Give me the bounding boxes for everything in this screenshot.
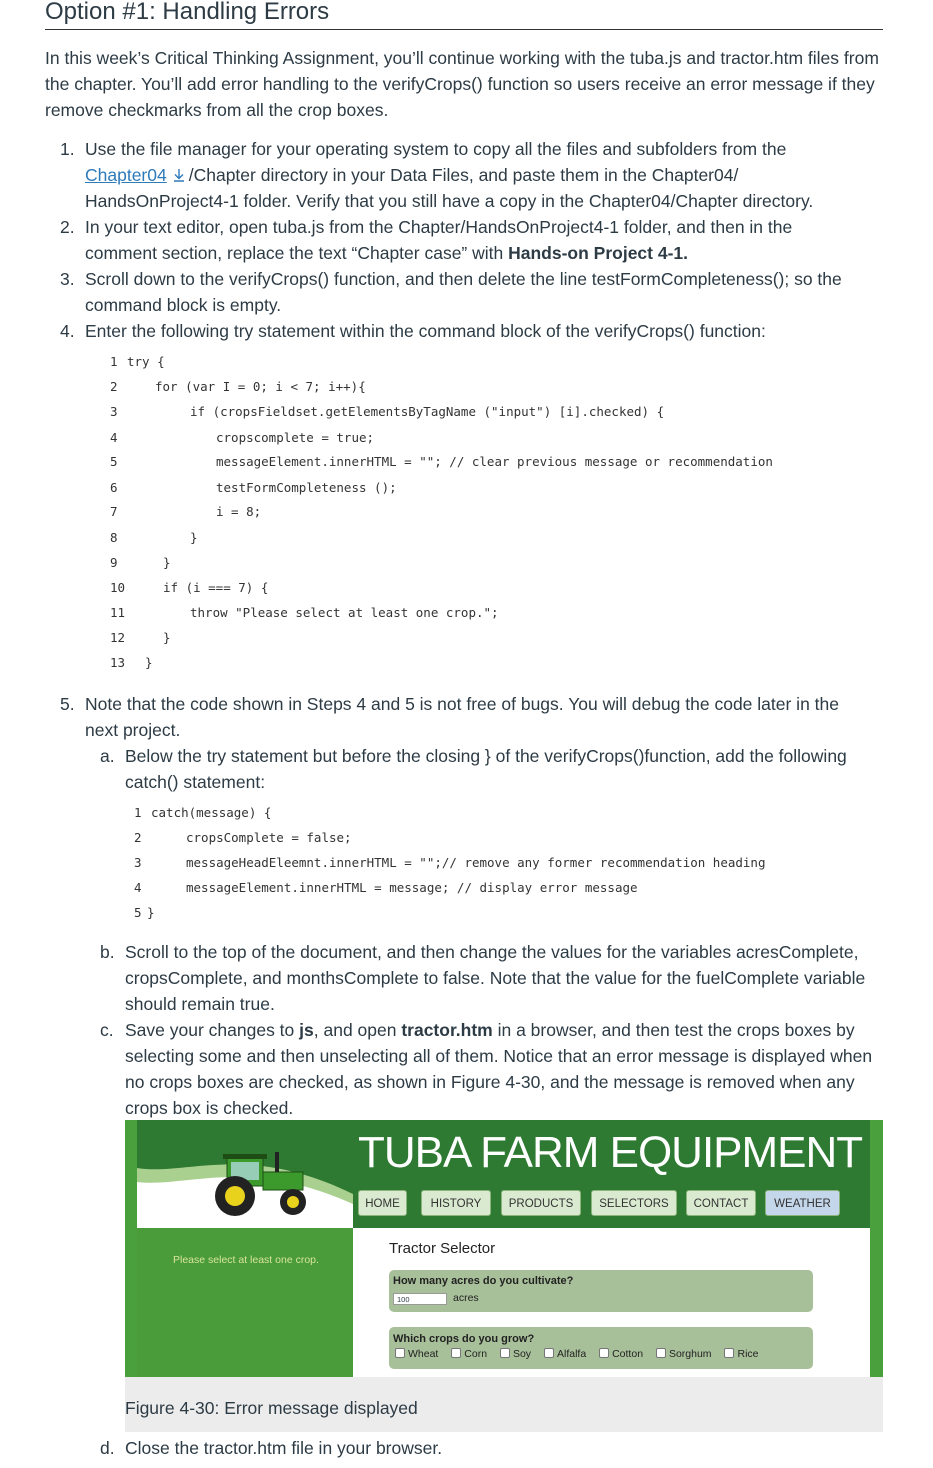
code-line: } — [163, 555, 171, 570]
intro-paragraph: In this week’s Critical Thinking Assignment, you’ll continue working with the tuba.js and tractor.htm files from the chapter. You’ll add error handling to the verifyCrops() function so users receive an error message if they remove checkmarks from all the crop boxes. — [45, 48, 879, 120]
nav-weather[interactable]: WEATHER — [765, 1190, 840, 1216]
page-heading: Option #1: Handling Errors — [45, 0, 330, 25]
step-number: 2. — [60, 217, 75, 237]
step-number: 4. — [60, 321, 75, 341]
code-line-number: 1 — [110, 354, 118, 369]
crop-option-soy[interactable] — [500, 1348, 531, 1360]
code-line: catch(message) { — [151, 805, 272, 820]
step-5-line-1: Note that the code shown in Steps 4 and 5 is not free of bugs. You will debug the code later in the — [85, 694, 839, 714]
code-line-number: 5 — [134, 905, 142, 920]
code-line: i = 8; — [216, 504, 262, 519]
substep-c-text: in a browser, and then test the crops boxes by — [492, 1020, 855, 1040]
crop-option-sorghum[interactable] — [656, 1348, 712, 1360]
substep-c-line-1 — [125, 1017, 910, 1043]
crop-label: Sorghum — [668, 1348, 712, 1360]
figure-caption: Figure 4-30: Error message displayed — [125, 1398, 418, 1418]
substep-c-text: , and open — [313, 1020, 402, 1040]
code-line: } — [163, 630, 171, 645]
crop-label: Corn — [464, 1348, 488, 1360]
checkbox[interactable] — [395, 1348, 405, 1358]
step-1-line-2 — [85, 162, 905, 188]
code-line: if (i === 7) { — [163, 580, 269, 595]
code-line: for (var I = 0; i < 7; i++){ — [155, 379, 366, 394]
code-line-number: 6 — [110, 480, 118, 495]
substep-letter: c. — [100, 1020, 114, 1040]
step-1-line-1: Use the file manager for your operating system to copy all the files and subfolders from the — [85, 139, 787, 159]
crop-option-cotton[interactable] — [599, 1348, 643, 1360]
code-line-number: 3 — [110, 404, 118, 419]
crop-option-rice[interactable] — [724, 1348, 758, 1360]
substep-b-line-1: Scroll to the top of the document, and then change the values for the variables acresComplete, — [125, 942, 859, 962]
code-line-number: 4 — [110, 430, 118, 445]
code-line: } — [190, 530, 198, 545]
code-line-number: 12 — [110, 630, 126, 645]
code-line-number: 2 — [110, 379, 118, 394]
code-line: cropscomplete = true; — [216, 430, 375, 445]
bold-tractor-htm: tractor.htm — [401, 1020, 493, 1040]
code-line: cropsComplete = false; — [186, 830, 352, 845]
crop-option-corn[interactable] — [451, 1348, 487, 1360]
step-2-line-2-text: comment section, replace the text “Chapter case” with — [85, 243, 509, 263]
substep-letter: d. — [100, 1438, 115, 1458]
step-1-line-2-text: /Chapter directory in your Data Files, and paste them in the Chapter04/ — [188, 165, 739, 185]
figure-border-right — [870, 1120, 883, 1377]
code-line-number: 2 — [134, 830, 142, 845]
substep-c-text: Save your changes to — [125, 1020, 300, 1040]
checkbox[interactable] — [724, 1348, 734, 1358]
substep-c-line-3: no crops boxes are checked, as shown in Figure 4-30, and the message is removed when any — [125, 1072, 855, 1092]
substep-b-line-3: should remain true. — [125, 994, 275, 1014]
chapter04-link[interactable]: Chapter04 — [85, 165, 167, 185]
crop-label: Alfalfa — [556, 1348, 587, 1360]
step-2-bold-text: Hands-on Project 4-1. — [508, 243, 689, 263]
figure-4-30 — [125, 1120, 883, 1432]
code-line-number: 7 — [110, 504, 118, 519]
crop-option-alfalfa[interactable] — [544, 1348, 586, 1360]
substep-letter: a. — [100, 746, 115, 766]
step-2-line-1: In your text editor, open tuba.js from the Chapter/HandsOnProject4-1 folder, and then in the — [85, 217, 793, 237]
step-number: 3. — [60, 269, 75, 289]
tractor-icon — [205, 1134, 313, 1218]
code-line-number: 11 — [110, 605, 126, 620]
nav-selectors[interactable]: SELECTORS — [591, 1190, 677, 1216]
sidebar — [137, 1228, 353, 1377]
checkbox[interactable] — [500, 1348, 510, 1358]
site-title: TUBA FARM EQUIPMENT — [358, 1128, 863, 1177]
error-message: Please select at least one crop. — [173, 1254, 319, 1266]
crops-checkbox-row — [395, 1348, 759, 1360]
code-line-number: 9 — [110, 555, 118, 570]
code-line-number: 10 — [110, 580, 126, 595]
code-line: if (cropsFieldset.getElementsByTagName ("input") [i].checked) { — [190, 404, 665, 419]
substep-letter: b. — [100, 942, 115, 962]
crop-label: Wheat — [408, 1348, 439, 1360]
heading-divider — [45, 29, 883, 30]
code-line-number: 1 — [134, 805, 142, 820]
step-4-line-1: Enter the following try statement within the command block of the verifyCrops() function: — [85, 321, 766, 341]
code-line: messageElement.innerHTML = ""; // clear previous message or recommendation — [216, 454, 773, 469]
checkbox[interactable] — [451, 1348, 461, 1358]
crops-question: Which crops do you grow? — [393, 1333, 535, 1345]
substep-c-line-4: crops box is checked. — [125, 1098, 294, 1118]
crop-label: Soy — [512, 1348, 532, 1360]
figure-border-left — [125, 1120, 137, 1377]
acres-unit: acres — [453, 1292, 479, 1304]
acres-input[interactable]: 100 — [393, 1293, 447, 1305]
acres-question: How many acres do you cultivate? — [393, 1275, 574, 1287]
code-line-number: 13 — [110, 655, 126, 670]
substep-c-line-2: selecting some and then unselecting all of them. Notice that an error message is displayed when — [125, 1046, 873, 1066]
step-1-line-3: HandsOnProject4-1 folder. Verify that you still have a copy in the Chapter04/Chapter directory. — [85, 191, 814, 211]
crop-label: Rice — [737, 1348, 759, 1360]
download-icon[interactable] — [171, 164, 187, 180]
checkbox[interactable] — [544, 1348, 554, 1358]
nav-home[interactable]: HOME — [358, 1190, 407, 1216]
code-line: messageHeadEleemnt.innerHTML = "";// remove any former recommendation heading — [186, 855, 766, 870]
step-3-line-2: command block is empty. — [85, 295, 282, 315]
selector-title: Tractor Selector — [389, 1240, 496, 1257]
checkbox[interactable] — [656, 1348, 666, 1358]
code-line: throw "Please select at least one crop."; — [190, 605, 499, 620]
code-line: } — [145, 655, 153, 670]
step-number: 5. — [60, 694, 75, 714]
substep-a-line-1: Below the try statement but before the closing } of the verifyCrops()function, add the following — [125, 746, 847, 766]
code-line: messageElement.innerHTML = message; // display error message — [186, 880, 638, 895]
nav-products[interactable]: PRODUCTS — [501, 1190, 581, 1216]
code-line: testFormCompleteness (); — [216, 480, 397, 495]
code-line-number: 5 — [110, 454, 118, 469]
code-line: try { — [127, 354, 165, 369]
crop-option-wheat[interactable] — [395, 1348, 438, 1360]
bold-js: js — [299, 1020, 314, 1040]
nav-history[interactable]: HISTORY — [421, 1190, 491, 1216]
step-3-line-1: Scroll down to the verifyCrops() function, and then delete the line testFormCompleteness(); so the — [85, 269, 842, 289]
substep-a-line-2: catch() statement: — [125, 772, 266, 792]
substep-d-line-1: Close the tractor.htm file in your browser. — [125, 1438, 443, 1458]
substep-b-line-2: cropsComplete, and monthsComplete to false. Note that the value for the fuelComplete variable — [125, 968, 866, 988]
step-5-line-2: next project. — [85, 720, 181, 740]
step-2-line-2 — [85, 240, 905, 266]
nav-contact[interactable]: CONTACT — [686, 1190, 756, 1216]
code-line-number: 4 — [134, 880, 142, 895]
code-line-number: 8 — [110, 530, 118, 545]
code-line-number: 3 — [134, 855, 142, 870]
step-number: 1. — [60, 139, 75, 159]
checkbox[interactable] — [599, 1348, 609, 1358]
code-line: } — [147, 905, 155, 920]
crop-label: Cotton — [612, 1348, 644, 1360]
